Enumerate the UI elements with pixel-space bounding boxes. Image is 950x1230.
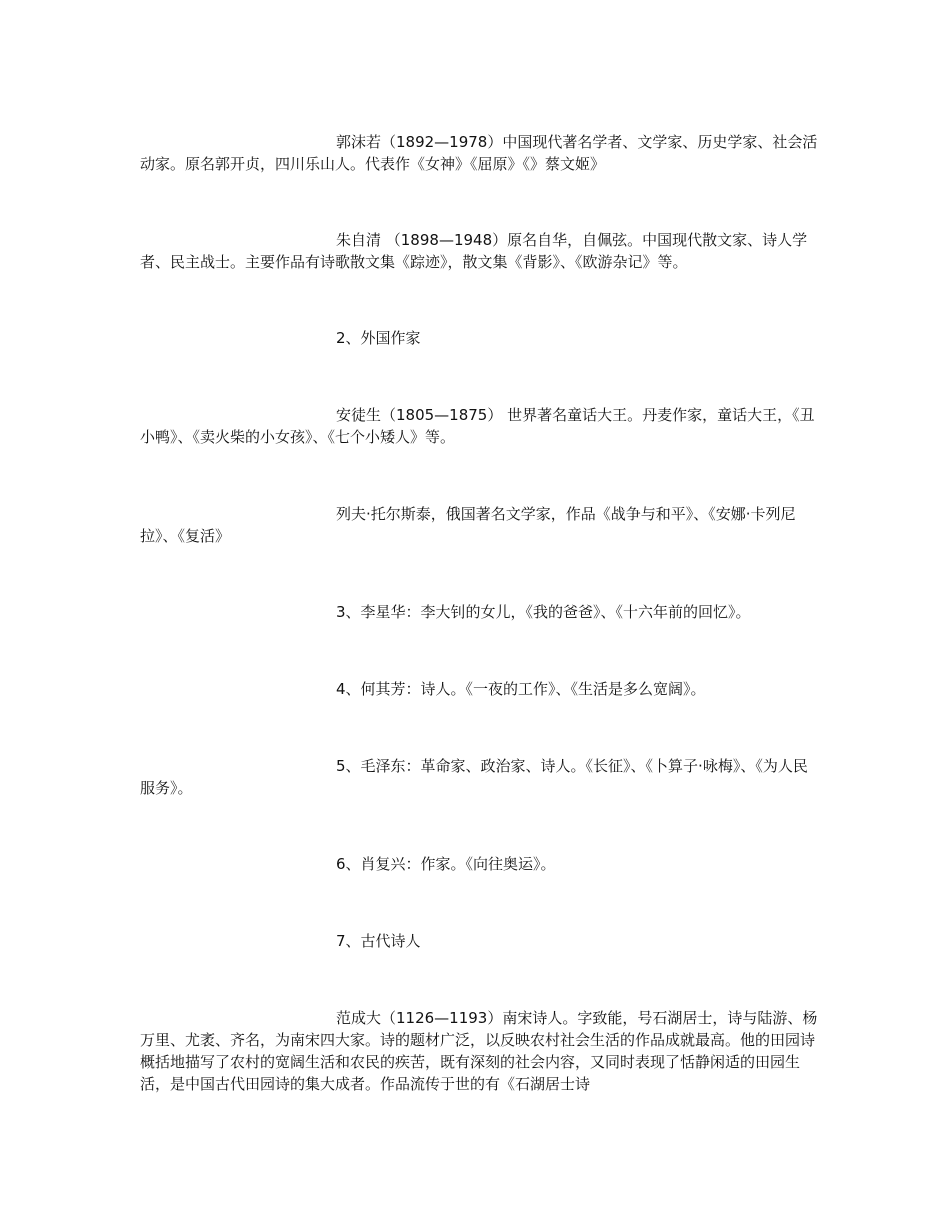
section-heading-foreign-writers: 2、外国作家 — [336, 329, 421, 347]
paragraph-xiao-fuxing: 6、肖复兴：作家。《向往奥运》。 — [336, 855, 556, 873]
paragraph-fan-chengda: 范成大（1126—1193）南宋诗人。字致能，号石湖居士，诗与陆游、杨万里、尤袤、齐名，为南宋四大家。诗的题材广泛，以反映农村社会生活的作品成就最高。他的田园诗概括地描写了农村的宽阔生活和农民的疾苦，既有深刻的社会内容，又同时表现了恬静闲适的田园生活，是中国古代田园诗的集大成者。作品流传于世的有《石湖居士诗 — [140, 1009, 818, 1093]
paragraph-mao-zedong: 5、毛泽东：革命家、政治家、诗人。《长征》、《卜算子·咏梅》、《为人民服务》。 — [140, 757, 808, 797]
paragraph-he-qifang: 4、何其芳：诗人。《一夜的工作》、《生活是多么宽阔》。 — [336, 680, 706, 698]
paragraph-andersen: 安徒生（1805—1875） 世界著名童话大王。丹麦作家，童话大王，《丑小鸭》、《卖火柴的小女孩》、《七个小矮人》等。 — [140, 406, 815, 446]
paragraph-tolstoy: 列夫·托尔斯泰，俄国著名文学家，作品《战争与和平》、《安娜·卡列尼拉》、《复活》 — [140, 505, 796, 545]
paragraph-li-xinghua: 3、李星华：李大钊的女儿，《我的爸爸》、《十六年前的回忆》。 — [336, 603, 751, 621]
section-heading-ancient-poets: 7、古代诗人 — [336, 932, 421, 950]
paragraph-zhu-ziqing: 朱自清 （1898—1948）原名自华，自佩弦。中国现代散文家、诗人学者、民主战士。主要作品有诗歌散文集《踪迹》，散文集《背影》、《欧游杂记》等。 — [140, 231, 808, 271]
paragraph-guo-moruo: 郭沫若（1892—1978）中国现代著名学者、文学家、历史学家、社会活动家。原名郭开贞，四川乐山人。代表作《女神》《屈原》《》蔡文姬》 — [140, 133, 818, 173]
